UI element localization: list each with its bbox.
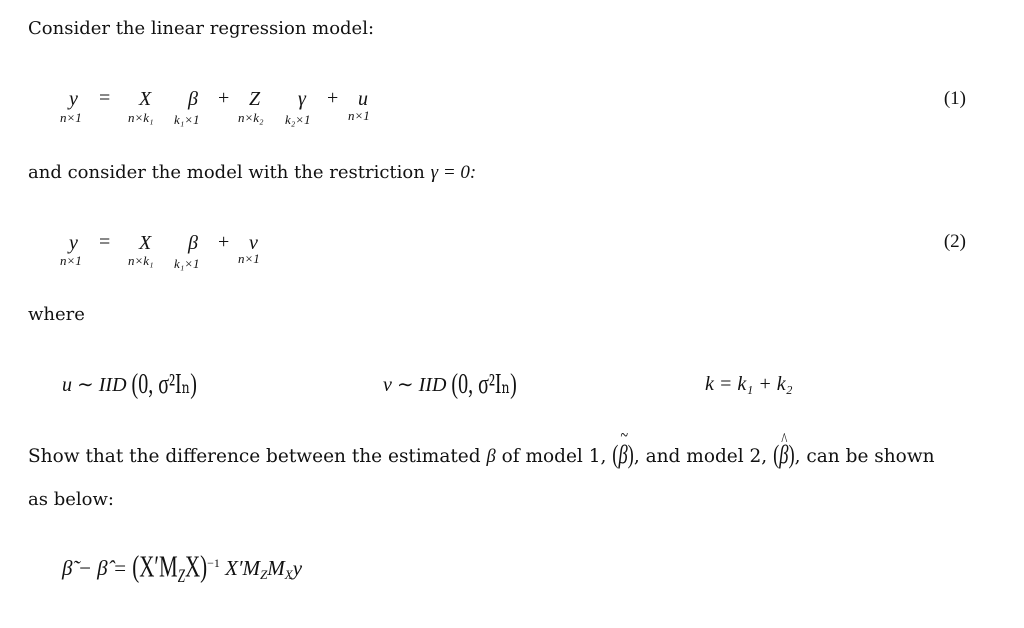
eq1-equals: =: [99, 87, 111, 109]
assumption-u-params: (0, σ²Iₙ): [131, 368, 197, 401]
beta-tilde-symbol: ~ β: [618, 441, 627, 471]
assumption-v-params: (0, σ²Iₙ): [451, 368, 517, 401]
show-part-1: Show that the difference between the estimated: [28, 446, 481, 467]
beta-tilde-paren: (~ β): [612, 441, 634, 471]
eq2-dim-beta: k₁×1: [174, 256, 200, 271]
eq1-Z: Z: [249, 88, 261, 110]
beta-hat-paren: (^ β): [773, 441, 795, 471]
result-equation: [62, 548, 303, 587]
eq1-beta: β: [188, 88, 198, 110]
eq2-X: X: [139, 232, 152, 254]
result-rhs-open: (X′MZX): [132, 548, 208, 587]
eq1-dim-u: n×1: [348, 108, 370, 123]
restriction-line: [28, 162, 476, 184]
eq1-dim-X: n×k₁: [128, 110, 154, 125]
result-exponent: −1: [207, 556, 220, 570]
restriction-text: and consider the model with the restriction: [28, 162, 425, 183]
restriction-math: γ = 0:: [430, 162, 477, 183]
show-part-3: , and model 2,: [633, 446, 768, 467]
show-part-2: of model 1,: [501, 446, 607, 467]
eq1-u: u: [358, 88, 368, 110]
eq1-plus-2: +: [327, 87, 339, 109]
eq1-dim-gamma: k₂×1: [285, 112, 311, 127]
eq1-dim-beta: k₁×1: [174, 112, 200, 127]
show-line-2: as below:: [28, 489, 114, 510]
show-beta: β: [486, 447, 496, 467]
assumption-k: k = k₁ + k₂: [705, 373, 793, 395]
eq2-v: v: [249, 232, 258, 254]
eq1-number: (1): [943, 88, 966, 109]
where-text: where: [28, 304, 85, 325]
result-lhs: β̃ − β̂ =: [62, 556, 128, 580]
show-part-4: , can be shown: [794, 446, 935, 467]
beta-hat-symbol: ^ β: [779, 441, 788, 471]
intro-text: Consider the linear regression model:: [28, 18, 375, 39]
eq1-gamma: γ: [298, 88, 306, 110]
eq1-y: y: [69, 88, 78, 110]
assumption-v: v ∼ IID (0, σ²Iₙ): [383, 372, 517, 397]
eq2-equals: =: [99, 231, 111, 253]
eq2-plus: +: [218, 231, 230, 253]
eq2-dim-X: n×k₁: [128, 253, 154, 268]
eq2-number: (2): [943, 231, 966, 252]
eq2-dim-y: n×1: [60, 253, 82, 268]
eq2-y: y: [69, 232, 78, 254]
eq1-dim-y: n×1: [60, 110, 82, 125]
eq2-dim-v: n×1: [238, 251, 260, 266]
eq1-dim-Z: n×k₂: [238, 110, 264, 125]
eq2-beta: β: [188, 232, 198, 254]
result-rhs-tail: X′MZMXy: [225, 556, 303, 582]
assumption-u: u ∼ IID (0, σ²Iₙ): [62, 372, 197, 397]
eq1-plus-1: +: [218, 87, 230, 109]
eq1-X: X: [139, 88, 152, 110]
show-line-1: [28, 441, 935, 471]
